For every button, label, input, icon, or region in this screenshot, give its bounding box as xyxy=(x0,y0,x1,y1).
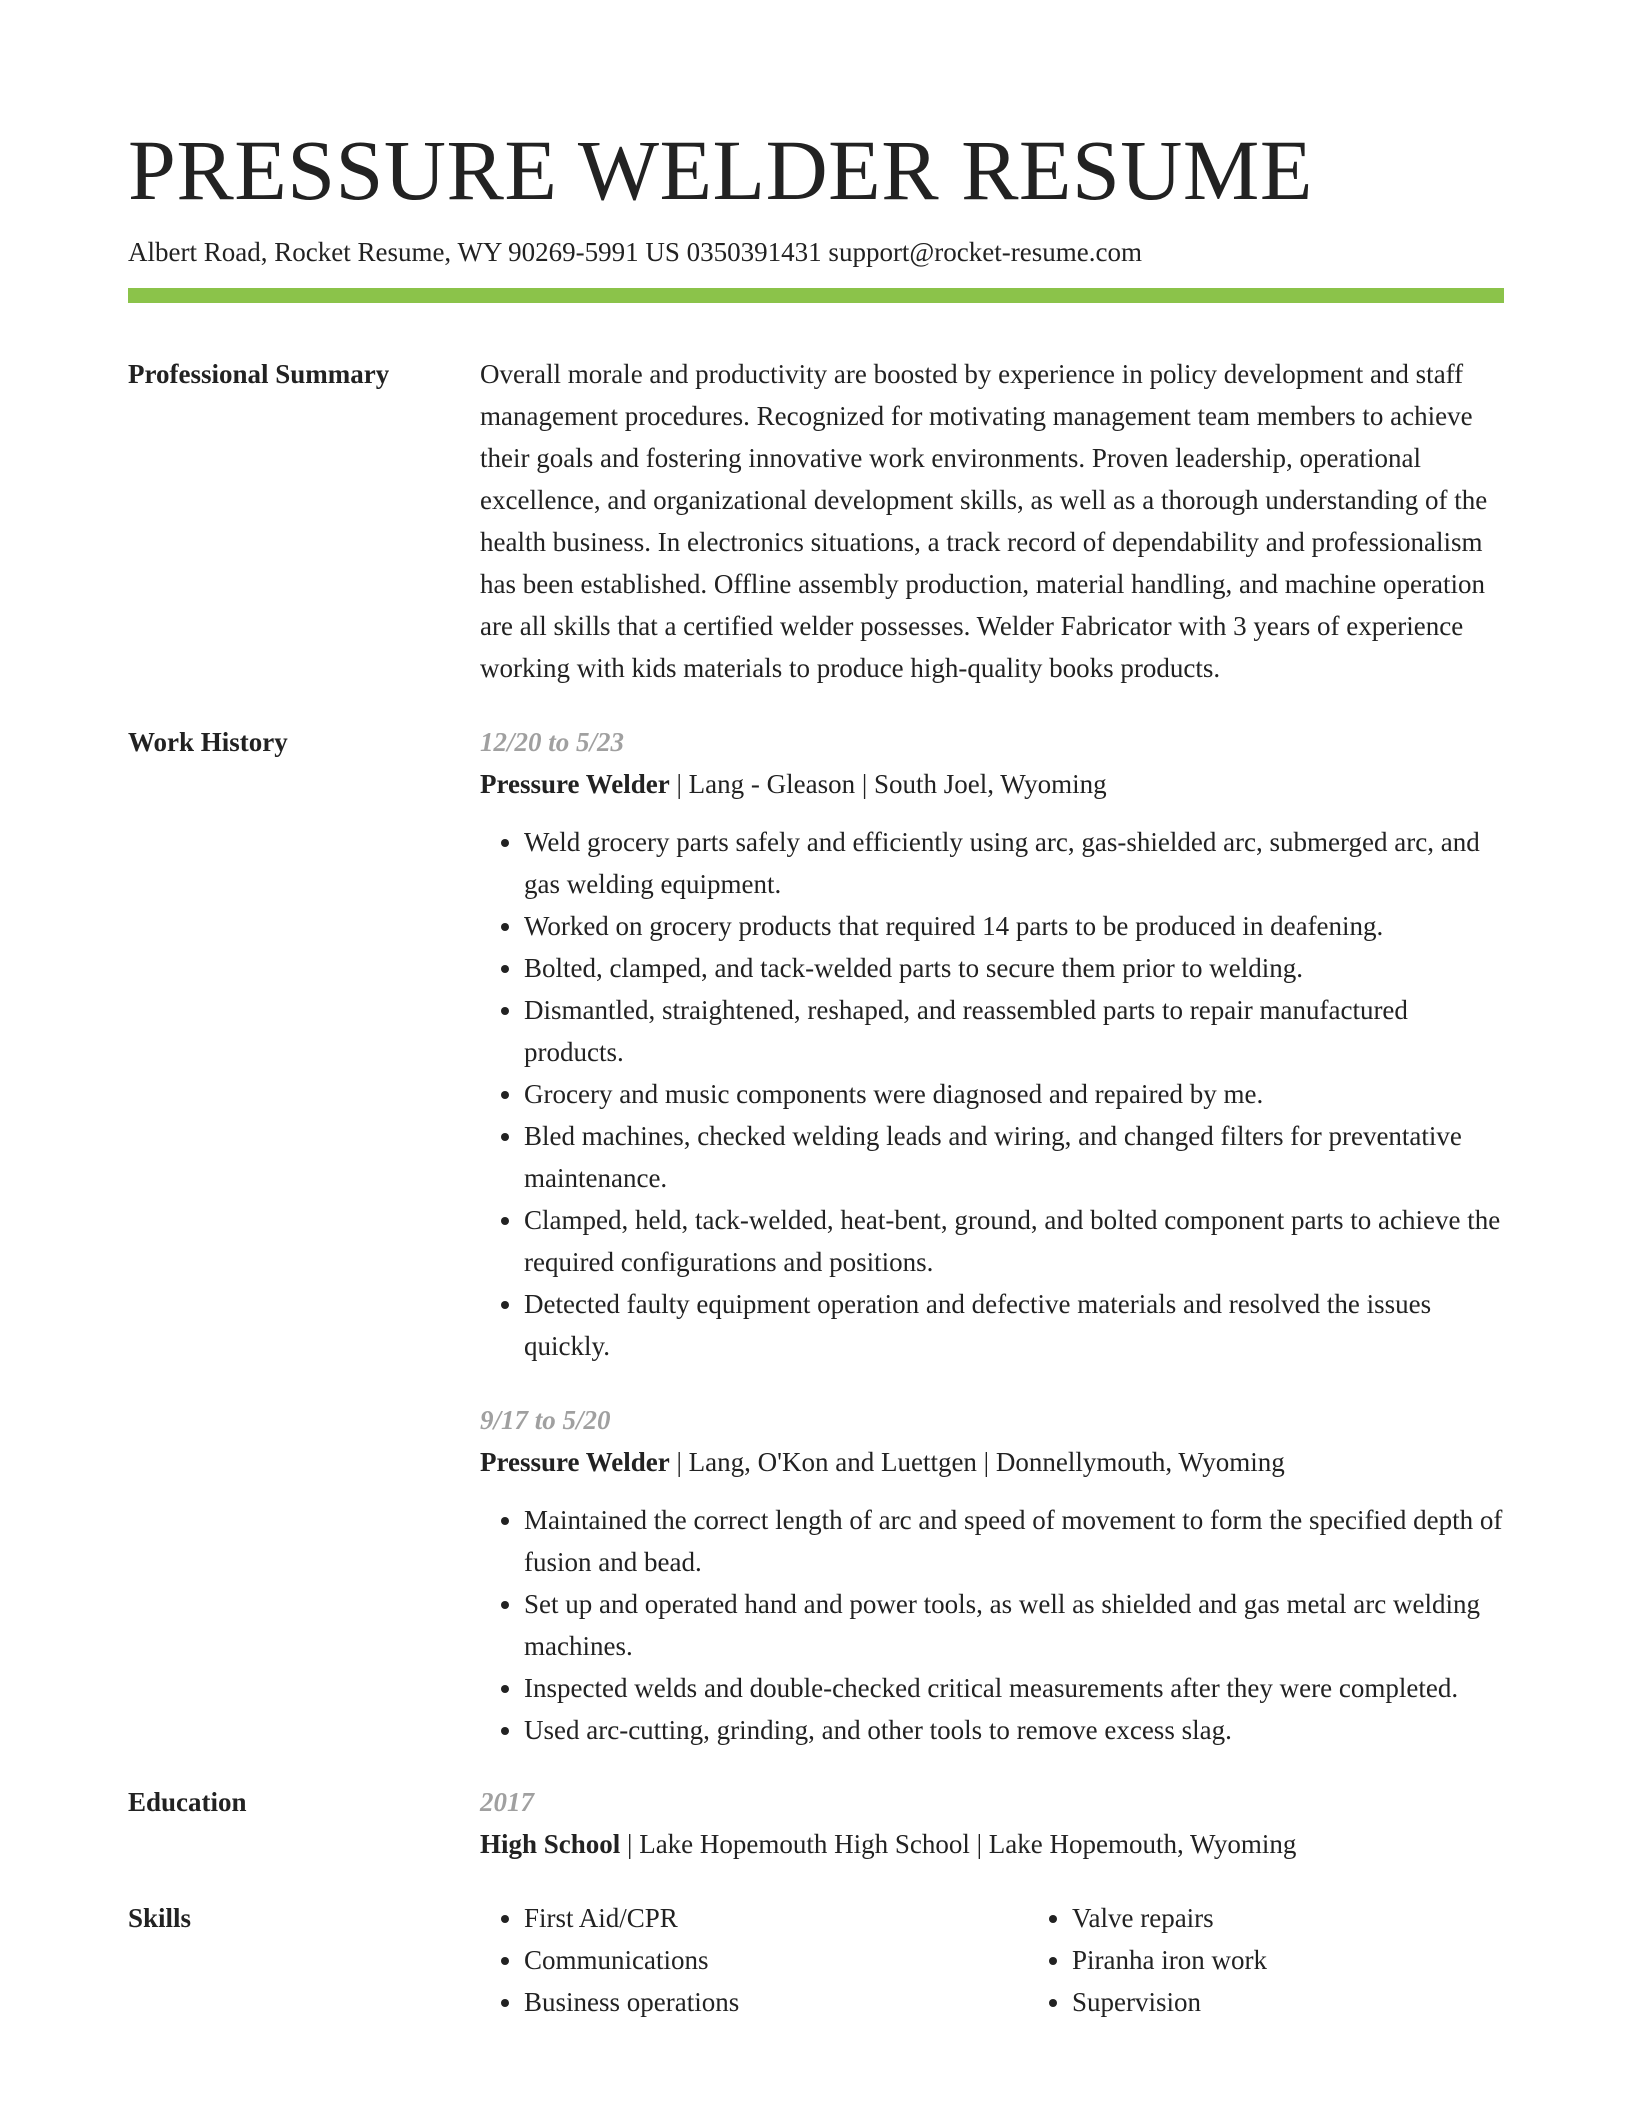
list-item: • Business operations xyxy=(524,1981,1028,2023)
education-year: 2017 xyxy=(480,1787,534,1817)
education-details: | Lake Hopemouth High School | Lake Hopemouth, Wyoming xyxy=(620,1829,1297,1859)
job-title: Pressure Welder xyxy=(480,769,670,799)
job-entry xyxy=(480,1399,1504,1751)
list-item: • Set up and operated hand and power tools, as well as shielded and gas metal arc welding machines. xyxy=(524,1583,1504,1667)
skills-grid xyxy=(480,1897,1576,2023)
list-item: • Bolted, clamped, and tack-welded parts to secure them prior to welding. xyxy=(524,947,1504,989)
list-item: • Maintained the correct length of arc and speed of movement to form the specified depth of fusion and bead. xyxy=(524,1499,1504,1583)
header-divider xyxy=(128,288,1504,303)
work-history-list xyxy=(480,721,1504,1751)
job-dates: 12/20 to 5/23 xyxy=(480,727,625,757)
job-heading xyxy=(480,1441,1504,1483)
job-title: Pressure Welder xyxy=(480,1447,670,1477)
list-item: • Supervision xyxy=(1072,1981,1576,2023)
job-details: | Lang, O'Kon and Luettgen | Donnellymouth, Wyoming xyxy=(669,1447,1285,1477)
list-item: • Clamped, held, tack-welded, heat-bent, ground, and bolted component parts to achieve the required configurations and positions. xyxy=(524,1199,1504,1283)
skills-body xyxy=(480,1897,1576,2023)
education-degree: High School xyxy=(480,1829,621,1859)
list-item: • Inspected welds and double-checked critical measurements after they were completed. xyxy=(524,1667,1504,1709)
resume-title: PRESSURE WELDER RESUME xyxy=(128,122,1313,218)
skills-section xyxy=(128,1897,1504,2023)
list-item: • Weld grocery parts safely and efficiently using arc, gas-shielded arc, submerged arc, and gas welding equipment. xyxy=(524,821,1504,905)
education-entry xyxy=(480,1781,1504,1865)
skills-list-left xyxy=(480,1897,1028,2023)
job-heading xyxy=(480,763,1504,805)
list-item: • Dismantled, straightened, reshaped, and reassembled parts to repair manufactured products. xyxy=(524,989,1504,1073)
section-label-education: Education xyxy=(128,1787,247,1817)
list-item: • Grocery and music components were diagnosed and repaired by me. xyxy=(524,1073,1504,1115)
job-entry xyxy=(480,721,1504,1367)
skills-list-right xyxy=(1028,1897,1576,2023)
list-item: • Valve repairs xyxy=(1072,1897,1576,1939)
list-item: • Detected faulty equipment operation and defective materials and resolved the issues quickly. xyxy=(524,1283,1504,1367)
list-item: • Piranha iron work xyxy=(1072,1939,1576,1981)
summary-section xyxy=(128,353,1504,689)
list-item: • Communications xyxy=(524,1939,1028,1981)
education-heading xyxy=(480,1823,1504,1865)
list-item: • Worked on grocery products that required 14 parts to be produced in deafening. xyxy=(524,905,1504,947)
job-bullets xyxy=(480,821,1504,1367)
section-label-skills: Skills xyxy=(128,1903,192,1933)
job-dates: 9/17 to 5/20 xyxy=(480,1405,611,1435)
list-item: • Bled machines, checked welding leads and wiring, and changed filters for preventative maintenance. xyxy=(524,1115,1504,1199)
list-item: • Used arc-cutting, grinding, and other tools to remove excess slag. xyxy=(524,1709,1504,1751)
list-item: • First Aid/CPR xyxy=(524,1897,1028,1939)
section-label-summary: Professional Summary xyxy=(128,359,390,389)
work-history-section xyxy=(128,721,1504,1751)
summary-text: Overall morale and productivity are boosted by experience in policy development and staff management procedures. Recognized for motivating management team members to achieve their goals and fostering innovative work environments. Proven leadership, operational excellence, and organizational development skills, as well as a thorough understanding of the health business. In electronics situations, a track record of dependability and professionalism has been established. Offline assembly production, material handling, and machine operation are all skills that a certified welder possesses. Welder Fabricator with 3 years of experience working with kids materials to produce high-quality books products. xyxy=(480,359,1488,683)
job-details: | Lang - Gleason | South Joel, Wyoming xyxy=(669,769,1107,799)
section-label-work: Work History xyxy=(128,727,288,757)
education-section xyxy=(128,1781,1504,1865)
job-bullets xyxy=(480,1499,1504,1751)
resume-page xyxy=(128,118,1504,2023)
contact-info: Albert Road, Rocket Resume, WY 90269-5991 US 0350391431 support@rocket-resume.com xyxy=(128,237,1142,267)
